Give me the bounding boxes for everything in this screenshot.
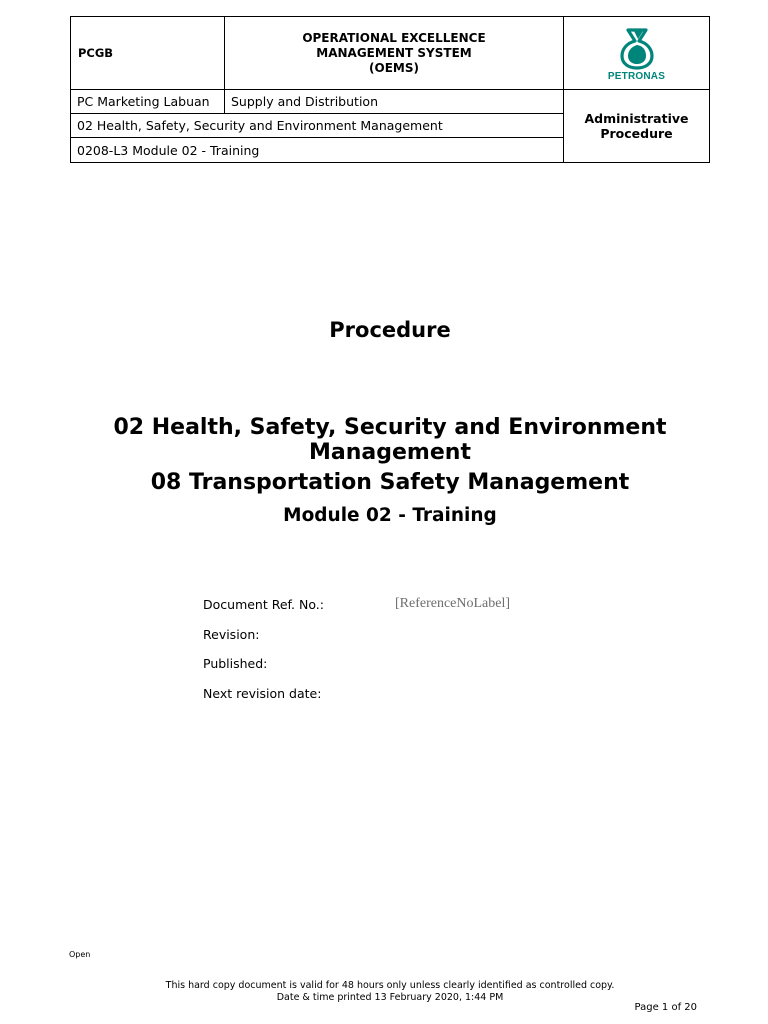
logo-wordmark: PETRONAS [607, 71, 666, 82]
ref-no-label: Document Ref. No.: [203, 597, 324, 612]
document-type-heading: Procedure [329, 318, 451, 342]
ref-no-value: [ReferenceNoLabel] [395, 596, 511, 611]
module-heading: Module 02 - Training [283, 505, 497, 526]
printed-timestamp: Date & time printed 13 February 2020, 1:44 PM [276, 992, 504, 1003]
revision-label: Revision: [203, 626, 260, 642]
company-code: PCGB [70, 16, 225, 90]
module-code-cell: 0208-L3 Module 02 - Training [70, 137, 564, 163]
procedure-type-cell: Administrative Procedure [563, 89, 710, 163]
next-revision-label: Next revision date: [203, 685, 322, 701]
sub-element-heading: 08 Transportation Safety Management [150, 470, 630, 495]
document-header-table [70, 16, 710, 163]
company-logo [563, 16, 710, 90]
system-title: OPERATIONAL EXCELLENCE MANAGEMENT SYSTEM (OEMS) [224, 16, 564, 90]
petronas-logo-icon [617, 26, 657, 70]
page-number: Page 1 of 20 [634, 1002, 697, 1013]
element-heading: 02 Health, Safety, Security and Environment Management [113, 415, 667, 465]
validity-note: This hard copy document is valid for 48 hours only unless clearly identified as controlled copy. [165, 980, 615, 991]
function-cell: Supply and Distribution [224, 89, 564, 114]
published-label: Published: [203, 656, 268, 671]
classification-label: Open [69, 950, 91, 959]
element-cell: 02 Health, Safety, Security and Environment Management [70, 113, 564, 138]
unit-cell: PC Marketing Labuan [70, 89, 225, 114]
